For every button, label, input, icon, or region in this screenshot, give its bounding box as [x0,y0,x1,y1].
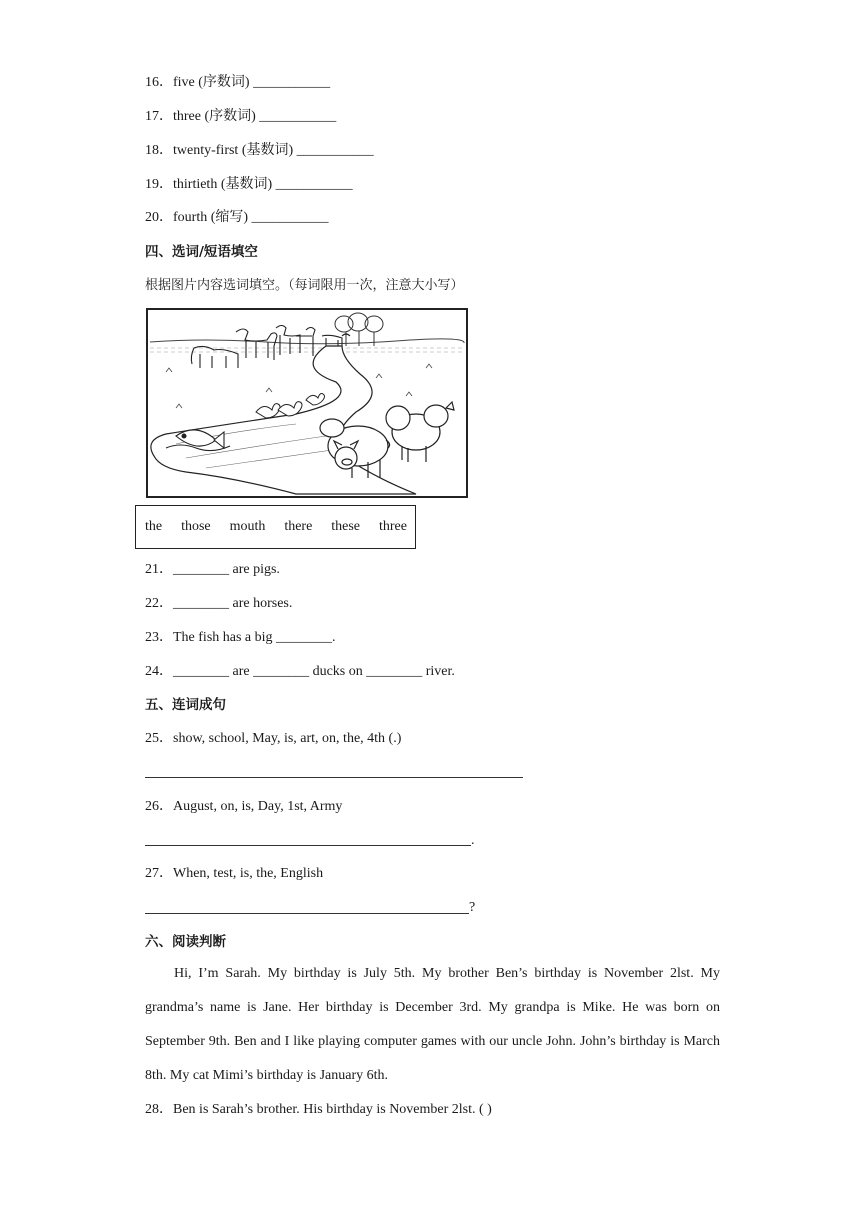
question-number: 18． [145,143,173,158]
question-text: Ben is Sarah’s brother. His birthday is November 2lst. ( ) [173,1102,492,1117]
question-number: 28． [145,1102,173,1117]
answer-end-punctuation: ? [469,900,476,915]
question-number: 17． [145,109,173,124]
question-text: ________ are ________ ducks on ________ river. [173,664,455,679]
word-bank-item: there [284,519,313,534]
question-text: The fish has a big ________. [173,630,336,645]
question-number: 20． [145,210,173,225]
section-4-instruction: 根据图片内容选词填空。（每词限用一次，注意大小写） [145,278,464,293]
word-bank-item: these [331,519,361,534]
passage-text: Hi, I’m Sarah. My birthday is July 5th. My brother Ben’s birthday is November 2lst. My grandma’s name is Jane. Her birthday is December 3rd. My grandpa is Mike. He was born on September 9th. Ben and I like playing computer games with our uncle John. John’s birthday is March 8th. My cat Mimi’s birthday is January 6th. [145,966,720,1083]
question-number: 24． [145,664,173,679]
word-bank [135,505,416,549]
section-4-title: 四、选词/短语填空 [145,244,258,260]
answer-end-punctuation: . [471,833,475,848]
question-22 [145,595,292,613]
question-19 [145,176,353,194]
question-21 [145,561,280,579]
question-text: When, test, is, the, English [173,866,324,881]
question-text: three (序数词) ___________ [173,109,337,124]
question-text: five (序数词) ___________ [173,75,331,90]
question-text: twenty-first (基数词) ___________ [173,143,374,158]
reading-passage [145,957,720,1093]
question-number: 25． [145,731,173,746]
question-text: thirtieth (基数词) ___________ [173,177,353,192]
question-number: 16． [145,75,173,90]
word-bank-item: the [145,519,163,534]
question-number: 23． [145,630,173,645]
answer-line-27[interactable] [145,913,469,914]
question-18 [145,142,374,160]
question-24 [145,663,455,681]
question-text: show, school, May, is, art, on, the, 4th (.) [173,731,402,746]
question-16 [145,74,330,92]
answer-line-25[interactable] [145,777,523,778]
farm-scene-illustration [146,308,468,498]
question-text: fourth (缩写) ___________ [173,210,329,225]
word-bank-item: those [181,519,211,534]
word-bank-item: three [378,519,407,534]
question-text: August, on, is, Day, 1st, Army [173,799,343,814]
section-5-title: 五、连词成句 [145,697,226,713]
question-text: ________ are pigs. [173,562,280,577]
question-20 [145,209,329,227]
question-text: ________ are horses. [173,596,293,611]
section-6-title: 六、阅读判断 [145,934,226,950]
question-17 [145,108,336,126]
question-26 [145,798,342,816]
word-bank-item: mouth [229,519,266,534]
question-number: 21． [145,562,173,577]
question-number: 22． [145,596,173,611]
question-27 [145,865,323,883]
question-28 [145,1101,492,1119]
question-23 [145,629,336,647]
question-number: 26． [145,799,173,814]
answer-line-26[interactable] [145,845,471,846]
question-number: 27． [145,866,173,881]
question-25 [145,730,401,748]
question-number: 19． [145,177,173,192]
